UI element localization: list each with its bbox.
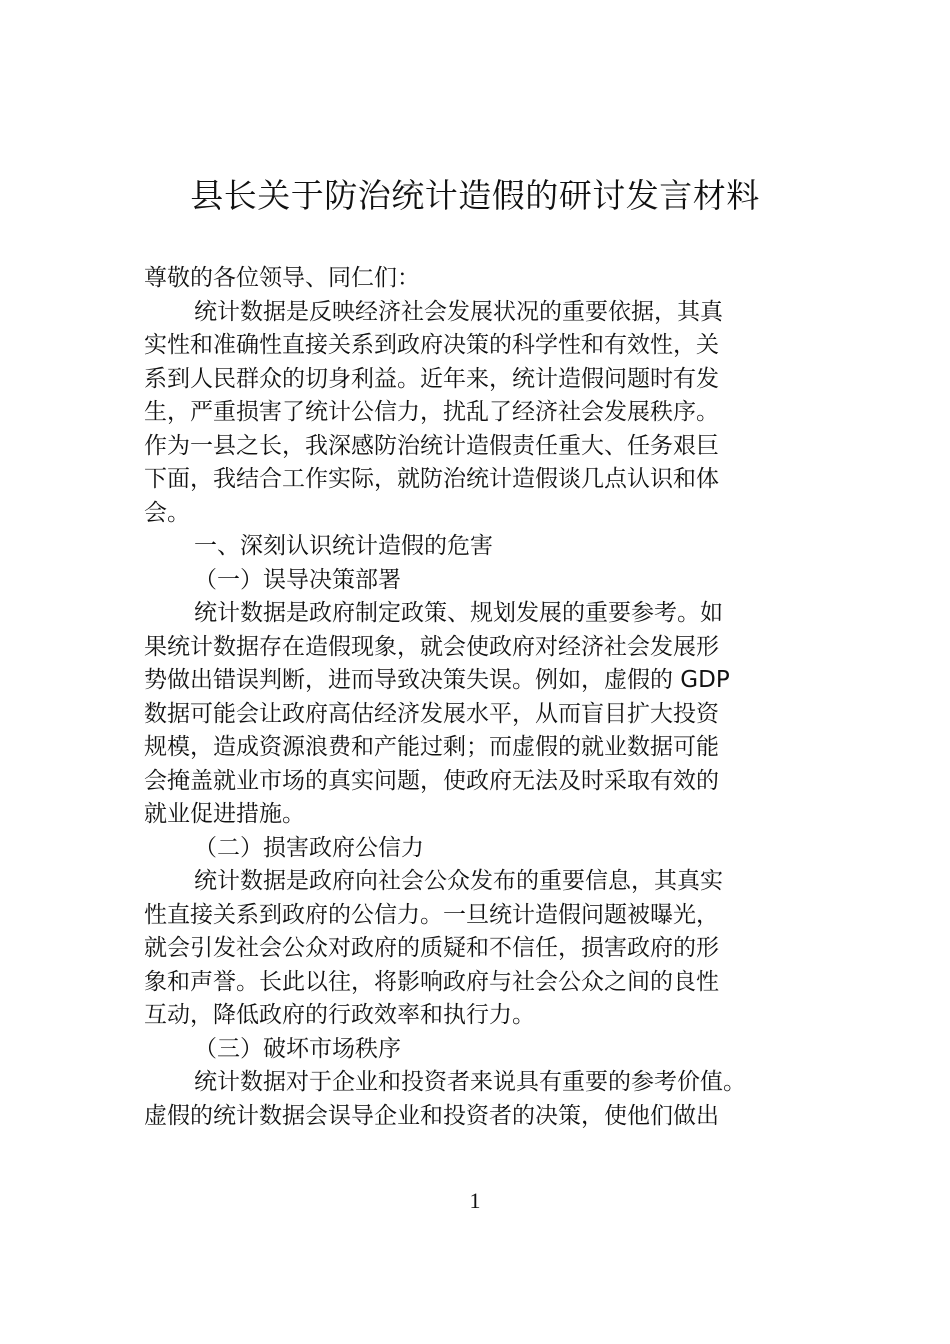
paragraph-line: 就会引发社会公众对政府的质疑和不信任，损害政府的形	[144, 935, 719, 961]
paragraph-line: 统计数据是政府制定政策、规划发展的重要参考。如	[194, 600, 723, 626]
paragraph-line: 象和声誉。长此以往，将影响政府与社会公众之间的良性	[144, 968, 719, 995]
paragraph-line: 系到人民群众的切身利益。近年来，统计造假问题时有发	[144, 365, 719, 392]
page-number: 1	[469, 1188, 481, 1213]
heading-2-line: （一）误导决策部署	[194, 566, 401, 593]
paragraph-line: 规模，造成资源浪费和产能过剩；而虚假的就业数据可能	[144, 734, 719, 760]
paragraph-line: 势做出错误判断，进而导致决策失误。例如，虚假的 GDP	[144, 667, 730, 693]
paragraph-line: 下面，我结合工作实际，就防治统计造假谈几点认识和体	[144, 466, 719, 492]
paragraph-line: 果统计数据存在造假现象，就会使政府对经济社会发展形	[144, 633, 719, 660]
salutation-line: 尊敬的各位领导、同仁们：	[144, 265, 420, 291]
paragraph-line: 实性和准确性直接关系到政府决策的科学性和有效性，关	[144, 332, 719, 358]
paragraph-line: 统计数据是反映经济社会发展状况的重要依据，其真	[194, 298, 723, 325]
paragraph-line: 统计数据是政府向社会公众发布的重要信息，其真实	[194, 868, 723, 894]
document-body	[144, 262, 824, 1133]
heading-2-line: （三）破坏市场秩序	[194, 1035, 401, 1062]
heading-2-line: （二）损害政府公信力	[194, 834, 424, 861]
paragraph-line: 数据可能会让政府高估经济发展水平，从而盲目扩大投资	[144, 700, 719, 727]
paragraph-line: 会掩盖就业市场的真实问题，使政府无法及时采取有效的	[144, 767, 719, 794]
paragraph-line: 性直接关系到政府的公信力。一旦统计造假问题被曝光，	[144, 901, 719, 928]
paragraph-line: 作为一县之长，我深感防治统计造假责任重大、任务艰巨	[144, 432, 719, 459]
paragraph-line: 就业促进措施。	[144, 801, 305, 827]
paragraph-line: 会。	[144, 499, 190, 526]
paragraph-line: 生，严重损害了统计公信力，扰乱了经济社会发展秩序。	[144, 399, 719, 425]
heading-1-line: 一、深刻认识统计造假的危害	[194, 533, 493, 559]
paragraph-line: 统计数据对于企业和投资者来说具有重要的参考价值。	[194, 1069, 746, 1095]
paragraph-line: 互动，降低政府的行政效率和执行力。	[144, 1002, 535, 1028]
paragraph-line: 虚假的统计数据会误导企业和投资者的决策，使他们做出	[144, 1102, 719, 1129]
document-title: 县长关于防治统计造假的研讨发言材料	[190, 176, 760, 215]
